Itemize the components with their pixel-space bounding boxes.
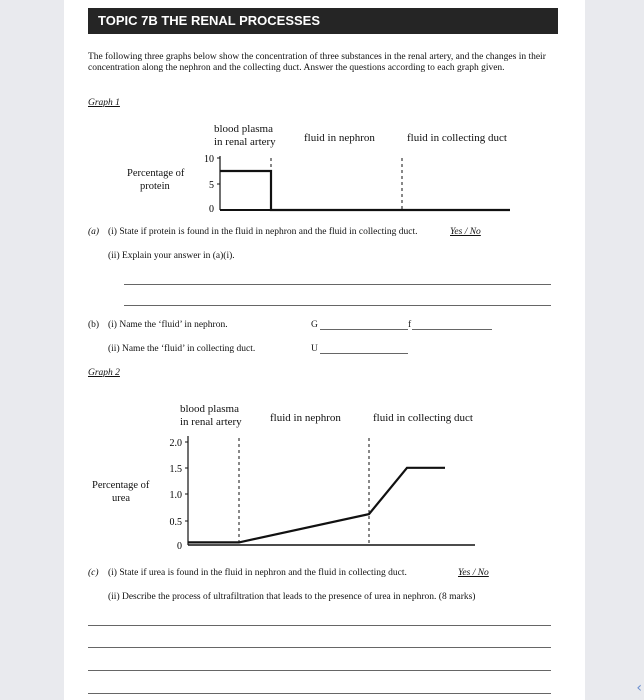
qb-i-f-letter: f <box>408 320 412 330</box>
qb-ii-text: (ii) Name the ‘fluid’ in collecting duct. <box>108 344 256 354</box>
graph1-ytick-5: 5 <box>209 180 214 191</box>
graph1-ylabel-line1: Percentage of <box>127 168 185 179</box>
qa-ii-text: (ii) Explain your answer in (a)(i). <box>108 251 235 261</box>
qb-i-text: (i) Name the ‘fluid’ in nephron. <box>108 320 228 330</box>
qc-answer-line-3[interactable] <box>88 670 551 671</box>
qa-i-answer[interactable]: Yes / No <box>450 227 481 237</box>
graph1-col-plasma-line1: blood plasma <box>214 123 273 135</box>
graph2-col-plasma-line2: in renal artery <box>180 416 242 428</box>
qb-i-g-letter: G <box>311 320 318 330</box>
qc-label: (c) <box>88 568 99 578</box>
intro-text: The following three graphs below show the concentration of three substances in the renal artery, and the changes in their concentration along the nephron and the collecting duct. Answer the questions according to each graph given. <box>88 52 546 73</box>
graph2-ytick-0: 0 <box>177 541 182 552</box>
qb-ii-u-letter: U <box>311 344 318 354</box>
qc-i-answer[interactable]: Yes / No <box>458 568 489 578</box>
qa-i-text: (i) State if protein is found in the fluid in nephron and the fluid in collecting duct. <box>108 227 418 237</box>
graph1-ylabel-line2: protein <box>140 181 170 192</box>
graph2-ylabel-line2: urea <box>112 493 131 504</box>
graph2-col-duct: fluid in collecting duct <box>373 412 473 424</box>
graph1-col-plasma-line2: in renal artery <box>214 136 276 148</box>
graph2-urea-line <box>188 468 445 543</box>
graph2-chart <box>155 428 485 554</box>
graph2-col-nephron: fluid in nephron <box>270 412 341 424</box>
graph2-ytick-1-0: 1.0 <box>169 490 182 501</box>
graph2-ytick-1-5: 1.5 <box>169 464 182 475</box>
qb-ii-answer-line[interactable] <box>320 353 408 354</box>
graph2-ytick-2-0: 2.0 <box>169 438 182 449</box>
graph1-protein-line <box>220 171 510 210</box>
graph1-col-nephron: fluid in nephron <box>304 132 375 144</box>
graph2-ylabel-line1: Percentage of <box>92 480 150 491</box>
chevron-up-icon[interactable]: ‹ <box>636 680 642 696</box>
qa-answer-line-1[interactable] <box>124 284 551 285</box>
topic-title: TOPIC 7B THE RENAL PROCESSES <box>85 8 558 34</box>
graph1-heading: Graph 1 <box>88 98 120 108</box>
graph2-heading: Graph 2 <box>88 368 120 378</box>
graph1-ytick-10: 10 <box>204 154 214 165</box>
graph1-ytick-0: 0 <box>209 204 214 215</box>
qc-answer-line-1[interactable] <box>88 625 551 626</box>
qa-answer-line-2[interactable] <box>124 305 551 306</box>
graph1-col-duct: fluid in collecting duct <box>407 132 507 144</box>
qb-label: (b) <box>88 320 100 330</box>
qb-i-answer-line-f[interactable] <box>412 329 492 330</box>
graph2-ytick-0-5: 0.5 <box>169 517 182 528</box>
graph2-col-plasma-line1: blood plasma <box>180 403 239 415</box>
qc-answer-line-4[interactable] <box>88 693 551 694</box>
qc-answer-line-2[interactable] <box>88 647 551 648</box>
qb-i-answer-line-g[interactable] <box>320 329 408 330</box>
qa-label: (a) <box>88 227 100 237</box>
qc-ii-text: (ii) Describe the process of ultrafiltration that leads to the presence of urea in nephron. (8 marks) <box>108 592 476 602</box>
qc-i-text: (i) State if urea is found in the fluid in nephron and the fluid in collecting duct. <box>108 568 407 578</box>
graph1-chart <box>190 148 520 220</box>
